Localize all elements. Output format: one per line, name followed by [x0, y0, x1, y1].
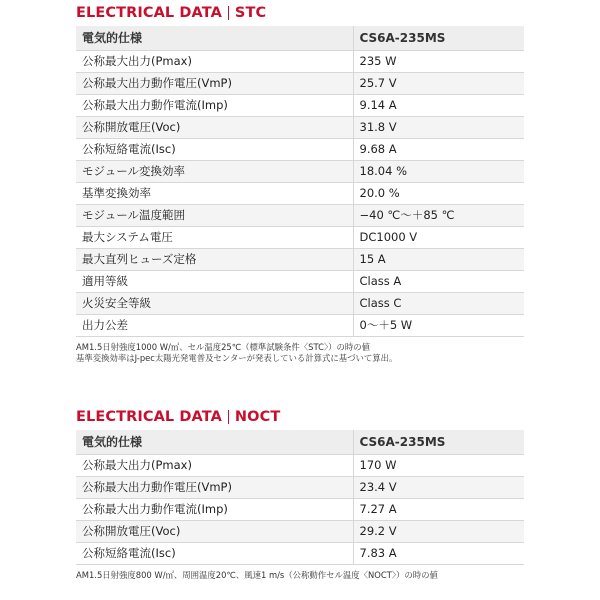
- spec-value: Class A: [353, 270, 524, 292]
- stc-section: [76, 0, 524, 365]
- spec-label: モジュール変換効率: [76, 160, 353, 182]
- table-row: [76, 94, 524, 116]
- stc-header-spec: 電気的仕様: [76, 26, 353, 50]
- spec-label: 公称開放電圧(Voc): [76, 520, 353, 542]
- stc-title: [76, 0, 524, 26]
- table-row: [76, 138, 524, 160]
- table-row: [76, 50, 524, 72]
- spec-value: 7.27 A: [353, 498, 524, 520]
- spec-label: 適用等級: [76, 270, 353, 292]
- stc-table: [76, 26, 524, 337]
- table-row: [76, 476, 524, 498]
- spec-value: 0〜＋5 W: [353, 314, 524, 336]
- spec-label: 公称最大出力動作電圧(VmP): [76, 476, 353, 498]
- table-row: [76, 72, 524, 94]
- spec-label: 最大システム電圧: [76, 226, 353, 248]
- title-divider: [228, 6, 229, 20]
- table-row: [76, 498, 524, 520]
- spec-label: モジュール温度範囲: [76, 204, 353, 226]
- noct-title-right: NOCT: [234, 409, 281, 425]
- noct-table-body: [76, 454, 524, 564]
- spec-label: 出力公差: [76, 314, 353, 336]
- table-row: [76, 314, 524, 336]
- table-row: [76, 182, 524, 204]
- noct-header-spec: 電気的仕様: [76, 430, 353, 454]
- noct-title-left: ELECTRICAL DATA: [76, 409, 222, 425]
- spec-value: 9.68 A: [353, 138, 524, 160]
- noct-header-model: CS6A-235MS: [353, 430, 524, 454]
- table-row: [76, 542, 524, 564]
- table-row: [76, 292, 524, 314]
- title-divider: [228, 410, 229, 424]
- spec-value: −40 ℃〜＋85 ℃: [353, 204, 524, 226]
- table-row: [76, 270, 524, 292]
- spec-label: 基準変換効率: [76, 182, 353, 204]
- noct-note-1: AM1.5日射強度800 W/㎡、周囲温度20℃、風速1 m/s（公称動作セル温度〈NOCT〉）の時の値: [76, 569, 438, 580]
- table-row: [76, 454, 524, 476]
- spec-label: 公称開放電圧(Voc): [76, 116, 353, 138]
- spec-value: 15 A: [353, 248, 524, 270]
- spec-value: 29.2 V: [353, 520, 524, 542]
- spec-label: 公称短絡電流(Isc): [76, 542, 353, 564]
- spec-label: 火災安全等級: [76, 292, 353, 314]
- spec-value: 7.83 A: [353, 542, 524, 564]
- spec-label: 公称最大出力動作電圧(VmP): [76, 72, 353, 94]
- noct-title: [76, 404, 524, 430]
- noct-section: [76, 404, 524, 581]
- table-row: [76, 248, 524, 270]
- spec-value: 9.14 A: [353, 94, 524, 116]
- spec-value: 235 W: [353, 50, 524, 72]
- spec-value: 20.0 %: [353, 182, 524, 204]
- table-row: [76, 116, 524, 138]
- spec-value: 170 W: [353, 454, 524, 476]
- spec-label: 公称最大出力動作電流(Imp): [76, 94, 353, 116]
- spec-value: 18.04 %: [353, 160, 524, 182]
- spec-label: 公称短絡電流(Isc): [76, 138, 353, 160]
- table-row: [76, 160, 524, 182]
- stc-notes: [76, 342, 524, 365]
- stc-header-row: [76, 26, 524, 50]
- spec-label: 公称最大出力(Pmax): [76, 454, 353, 476]
- spec-value: 31.8 V: [353, 116, 524, 138]
- spec-label: 最大直列ヒューズ定格: [76, 248, 353, 270]
- noct-table: [76, 430, 524, 565]
- stc-title-left: ELECTRICAL DATA: [76, 5, 222, 21]
- table-row: [76, 204, 524, 226]
- stc-header-model: CS6A-235MS: [353, 26, 524, 50]
- noct-header-row: [76, 430, 524, 454]
- stc-title-right: STC: [234, 5, 267, 21]
- stc-table-body: [76, 50, 524, 336]
- noct-notes: [76, 570, 524, 582]
- spec-label: 公称最大出力(Pmax): [76, 50, 353, 72]
- spec-value: DC1000 V: [353, 226, 524, 248]
- spec-value: 23.4 V: [353, 476, 524, 498]
- stc-note-1: AM1.5日射強度1000 W/㎡、セル温度25℃（標準試験条件〈STC〉）の時の値: [76, 341, 371, 352]
- spec-value: Class C: [353, 292, 524, 314]
- table-row: [76, 520, 524, 542]
- spec-value: 25.7 V: [353, 72, 524, 94]
- spec-label: 公称最大出力動作電流(Imp): [76, 498, 353, 520]
- stc-note-2: 基準変換効率はJ-pec太陽光発電普及センターが発表している計算式に基づいて算出。: [76, 353, 398, 363]
- table-row: [76, 226, 524, 248]
